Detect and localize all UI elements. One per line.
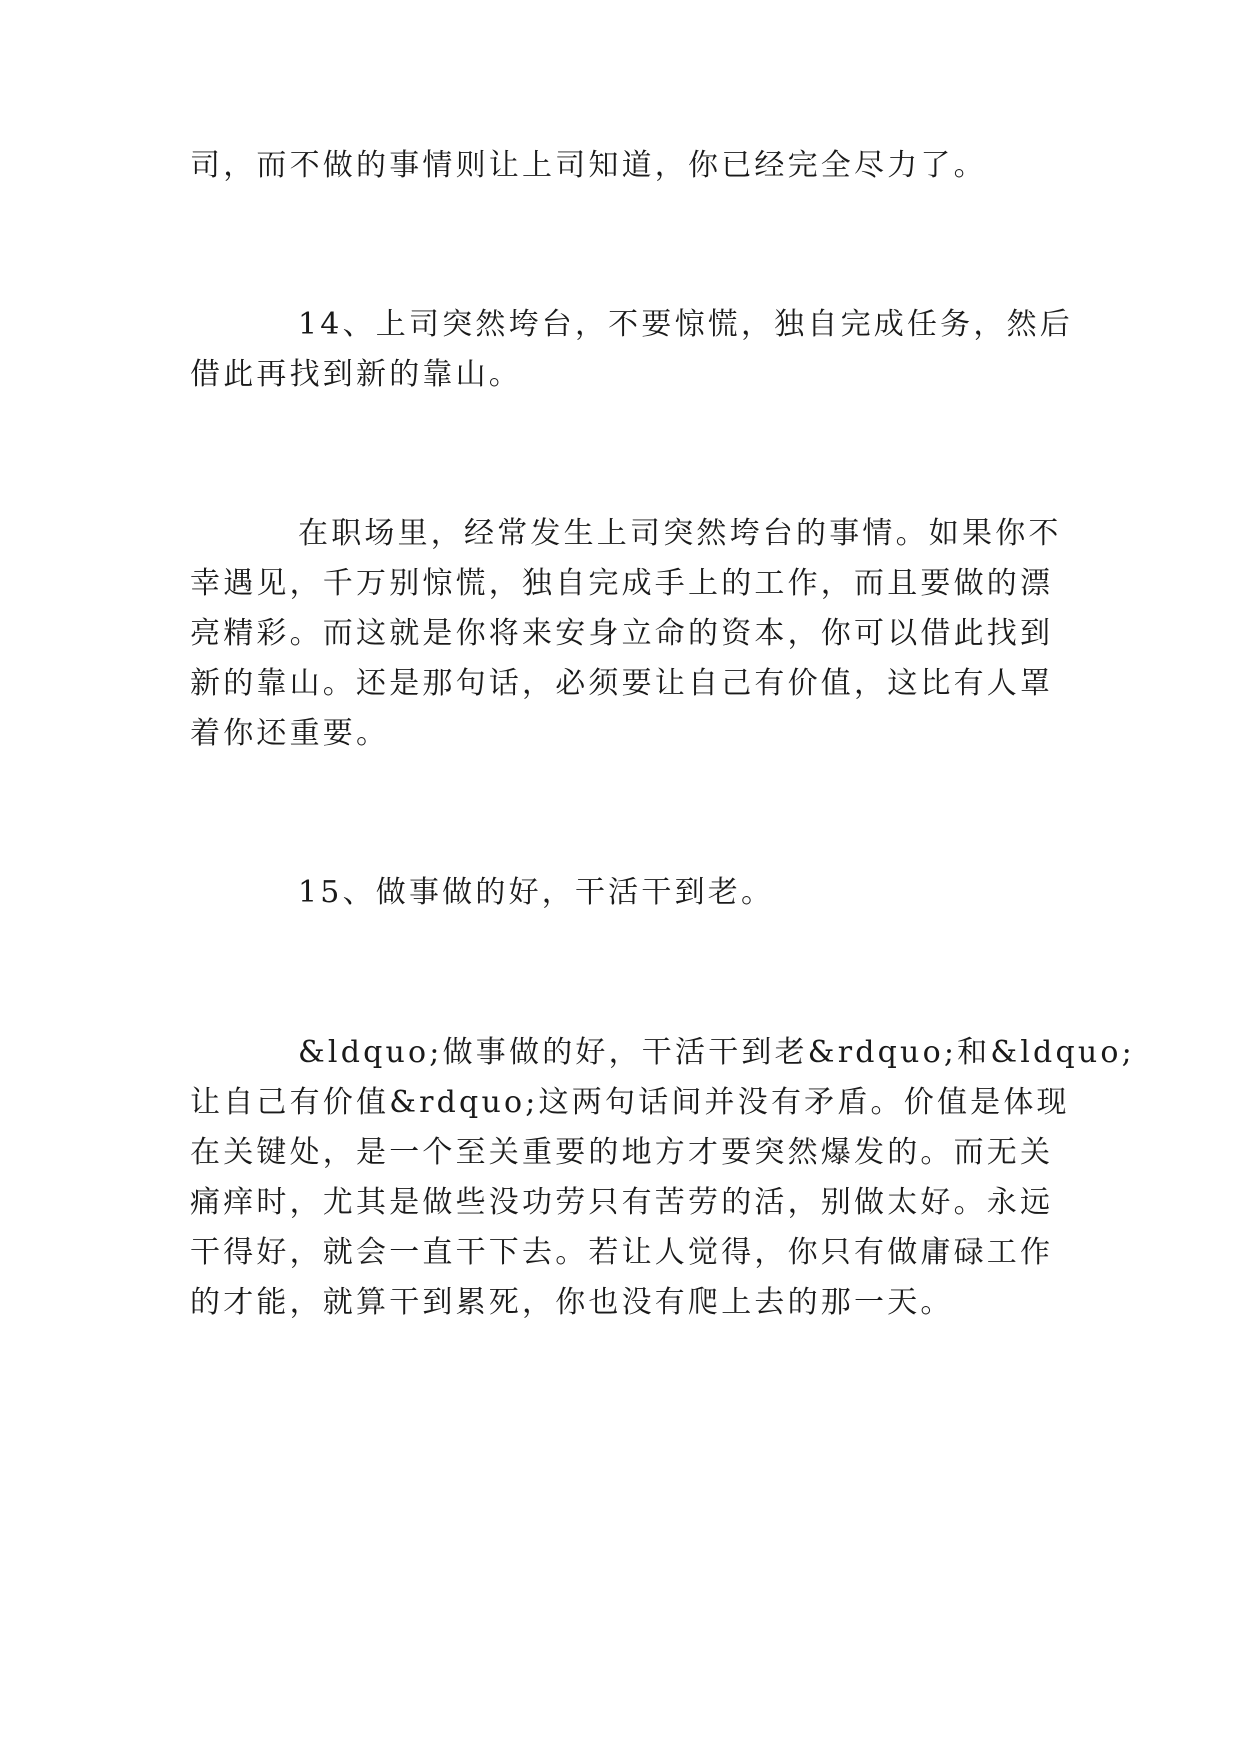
section-heading-14-line-2: 借此再找到新的靠山。: [190, 357, 522, 392]
section-heading-15: 15、做事做的好，干活干到老。: [298, 875, 775, 910]
paragraph-line: &ldquo;做事做的好，干活干到老&rdquo;和&ldquo;: [298, 1035, 1135, 1070]
paragraph-line: 让自己有价值&rdquo;这两句话间并没有矛盾。价值是体现: [190, 1085, 1070, 1120]
paragraph-line: 干得好，就会一直干下去。若让人觉得，你只有做庸碌工作: [190, 1235, 1054, 1270]
paragraph-line: 痛痒时，尤其是做些没功劳只有苦劳的活，别做太好。永远: [190, 1185, 1054, 1220]
paragraph-line: 幸遇见，千万别惊慌，独自完成手上的工作，而且要做的漂: [190, 566, 1054, 601]
paragraph-line: 亮精彩。而这就是你将来安身立命的资本，你可以借此找到: [190, 616, 1054, 651]
paragraph-line: 着你还重要。: [190, 716, 390, 751]
paragraph-line: 在关键处，是一个至关重要的地方才要突然爆发的。而无关: [190, 1135, 1054, 1170]
paragraph-line: 在职场里，经常发生上司突然垮台的事情。如果你不: [298, 516, 1062, 551]
paragraph-line: 新的靠山。还是那句话，必须要让自己有价值，这比有人罩: [190, 666, 1054, 701]
paragraph-line: 司，而不做的事情则让上司知道，你已经完全尽力了。: [190, 148, 987, 183]
section-heading-14: 14、上司突然垮台，不要惊慌，独自完成任务，然后: [298, 307, 1073, 342]
paragraph-line: 的才能，就算干到累死，你也没有爬上去的那一天。: [190, 1285, 954, 1320]
